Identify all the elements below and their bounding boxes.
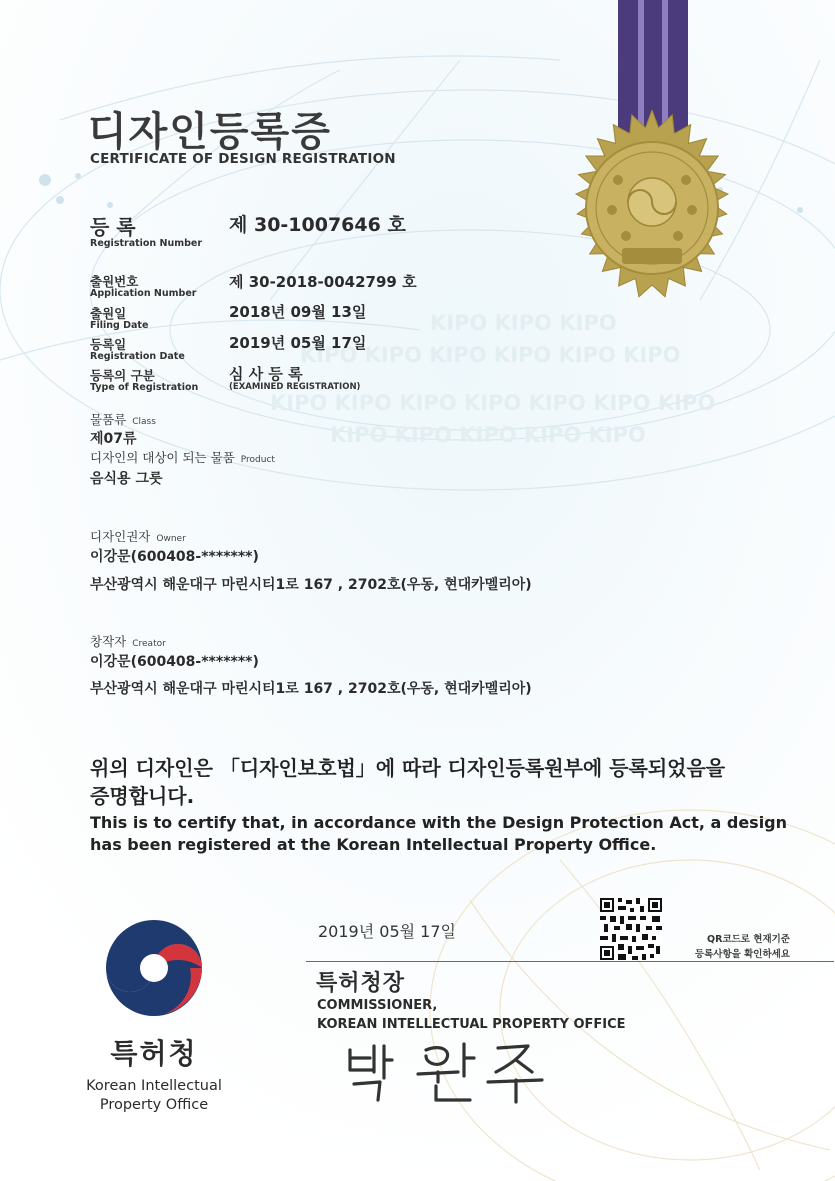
creator-label-ko: 창작자 bbox=[90, 634, 127, 649]
registration-type-english: (EXAMINED REGISTRATION) bbox=[229, 382, 361, 392]
registration-label: 등 록 bbox=[90, 215, 136, 239]
kipo-logo-icon bbox=[104, 918, 204, 1018]
registration-type-label: 등록의 구분 bbox=[90, 368, 155, 383]
certificate-title: 디자인등록증 bbox=[88, 109, 332, 155]
svg-text:KIPO KIPO KIPO KIPO KIPO: KIPO KIPO KIPO KIPO KIPO bbox=[330, 423, 646, 447]
owner-label-english: Owner bbox=[156, 534, 186, 544]
class-label-ko: 물품류 bbox=[90, 412, 127, 427]
owner-address: 부산광역시 해운대구 마린시티1로 167 , 2702호(우동, 현대카멜리아) bbox=[90, 577, 532, 593]
registration-number: 제 30-1007646 호 bbox=[229, 214, 406, 236]
product-label-ko: 디자인의 대상이 되는 물품 bbox=[90, 450, 235, 465]
filing-date-label-english: Filing Date bbox=[90, 320, 149, 331]
product-label bbox=[90, 448, 275, 466]
qr-code-icon[interactable] bbox=[600, 898, 662, 960]
commissioner-english-line1: COMMISSIONER, bbox=[317, 998, 438, 1013]
creator-address: 부산광역시 해운대구 마린시티1로 167 , 2702호(우동, 현대카멜리아) bbox=[90, 681, 532, 697]
registration-date: 2019년 05월 17일 bbox=[229, 334, 367, 352]
statement-korean-line2: 증명합니다. bbox=[90, 784, 195, 808]
commissioner-title: 특허청장 bbox=[316, 971, 406, 996]
class-value: 제07류 bbox=[90, 431, 137, 447]
statement-english-line1: This is to certify that, in accordance with the Design Protection Act, a design bbox=[90, 813, 788, 832]
kipo-logo-english-line2: Property Office bbox=[99, 1097, 209, 1113]
svg-text:KIPO KIPO KIPO KIPO KIPO KIPO: KIPO KIPO KIPO KIPO KIPO KIPO KIPO bbox=[270, 391, 716, 415]
creator-name: 이강문(600408-*******) bbox=[90, 654, 259, 670]
qr-note-line2: 등록사항을 확인하세요 bbox=[694, 949, 790, 960]
filing-date: 2018년 09월 13일 bbox=[229, 303, 367, 321]
application-number: 제 30-2018-0042799 호 bbox=[229, 273, 417, 291]
issue-date: 2019년 05월 17일 bbox=[318, 922, 456, 941]
application-number-label: 출원번호 bbox=[90, 274, 139, 289]
creator-label bbox=[90, 632, 166, 650]
qr-note-line1: QR코드로 현재기준 bbox=[707, 934, 790, 945]
registration-type: 심 사 등 록 bbox=[229, 365, 303, 383]
kipo-logo-korean: 특허청 bbox=[110, 1037, 198, 1070]
gold-seal-icon bbox=[548, 110, 756, 318]
commissioner-signature bbox=[340, 1036, 560, 1106]
statement-english-line2: has been registered at the Korean Intellectual Property Office. bbox=[90, 835, 657, 854]
application-number-label-english: Application Number bbox=[90, 288, 197, 299]
owner-label bbox=[90, 527, 186, 545]
kipo-logo-english-line1: Korean Intellectual bbox=[86, 1078, 222, 1094]
product-value: 음식용 그릇 bbox=[90, 471, 163, 487]
commissioner-english-line2: KOREAN INTELLECTUAL PROPERTY OFFICE bbox=[317, 1017, 626, 1032]
class-label bbox=[90, 410, 156, 428]
registration-date-label-english: Registration Date bbox=[90, 351, 185, 362]
owner-name: 이강문(600408-*******) bbox=[90, 549, 259, 565]
registration-date-label: 등록일 bbox=[90, 337, 127, 352]
product-label-english: Product bbox=[240, 455, 275, 465]
filing-date-label: 출원일 bbox=[90, 306, 127, 321]
svg-text:KIPO KIPO KIPO KIPO KIPO KIPO: KIPO KIPO KIPO KIPO KIPO KIPO bbox=[300, 343, 681, 367]
owner-label-ko: 디자인권자 bbox=[90, 529, 151, 544]
statement-korean-line1: 위의 디자인은 「디자인보호법」에 따라 디자인등록원부에 등록되었음을 bbox=[90, 756, 726, 780]
svg-text:KIPO KIPO KIPO: KIPO KIPO KIPO bbox=[430, 311, 617, 335]
qr-note bbox=[668, 932, 790, 962]
class-label-english: Class bbox=[132, 417, 156, 427]
registration-type-label-english: Type of Registration bbox=[90, 382, 199, 393]
divider-line bbox=[306, 961, 834, 962]
registration-label-english: Registration Number bbox=[90, 238, 203, 249]
certificate-title-english: CERTIFICATE OF DESIGN REGISTRATION bbox=[90, 151, 396, 167]
creator-label-english: Creator bbox=[132, 639, 166, 649]
kipo-logo-english bbox=[74, 1077, 234, 1115]
